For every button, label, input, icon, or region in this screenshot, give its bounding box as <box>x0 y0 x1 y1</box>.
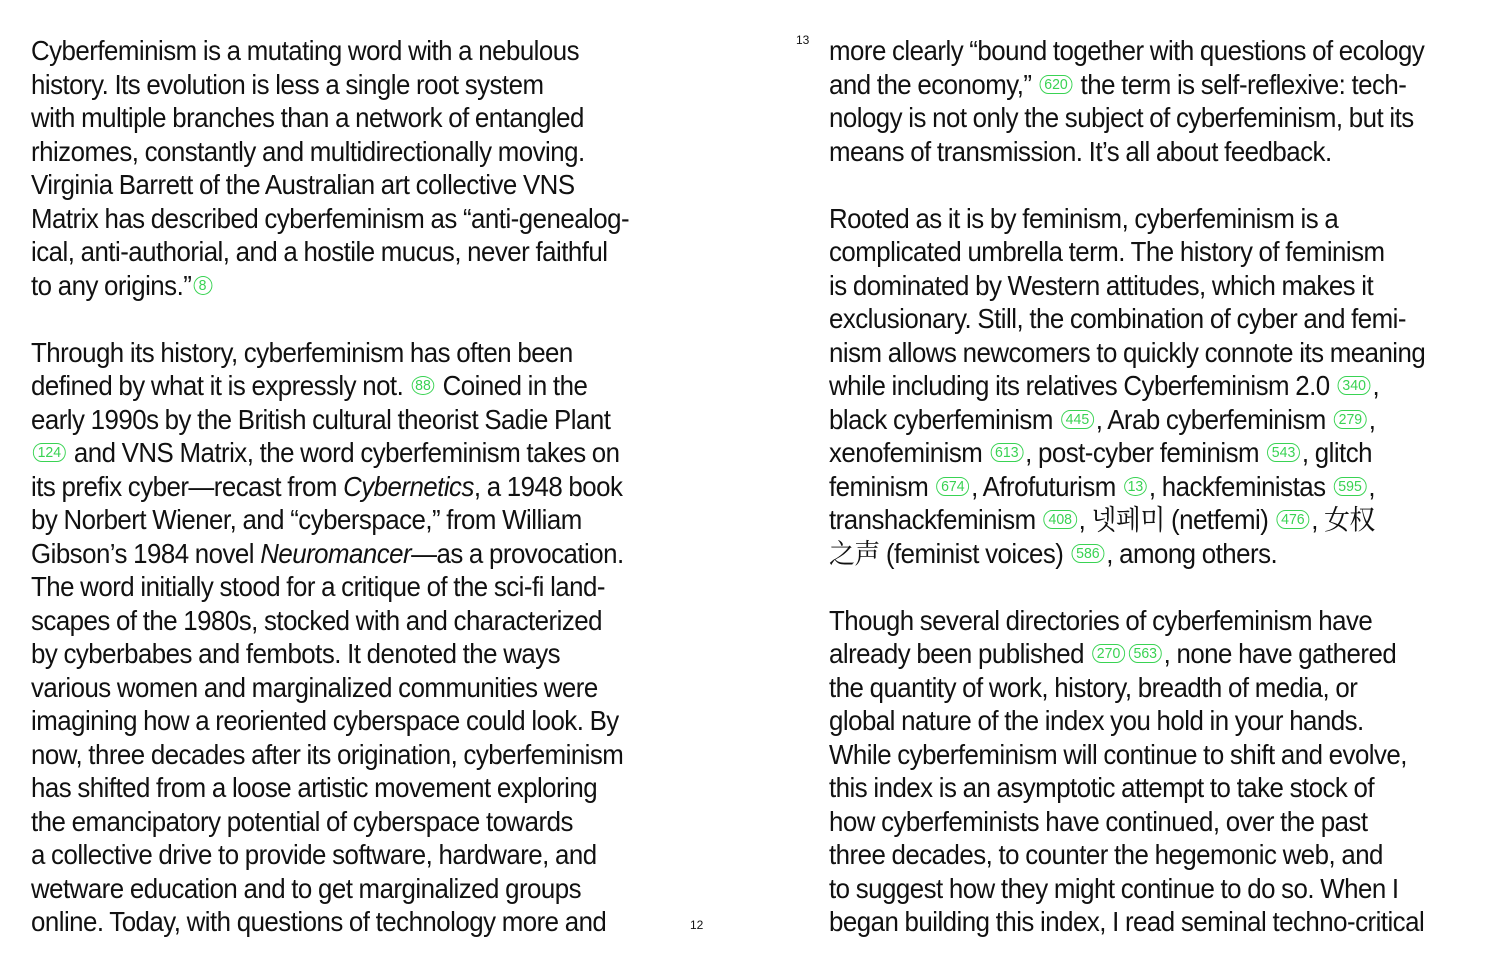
text-line <box>31 470 689 504</box>
text-run: with multiple branches than a network of entangled <box>31 102 584 133</box>
text-line <box>829 738 1487 772</box>
text-run: early 1990s by the British cultural theorist Sadie Plant <box>31 403 611 435</box>
text-line <box>829 34 1487 68</box>
text-run: , glitch <box>1301 437 1372 468</box>
text-line <box>31 235 689 269</box>
text-line <box>31 336 689 370</box>
text-run: , hackfeministas <box>1148 470 1332 502</box>
text-run: ical, anti-authorial, and a hostile mucus, never faithful <box>31 236 608 267</box>
index-reference-badge[interactable]: 408 <box>1044 510 1077 529</box>
text-line <box>31 135 689 169</box>
text-line <box>31 704 689 738</box>
text-line <box>31 403 689 437</box>
text-run: , Afrofuturism <box>971 470 1122 502</box>
text-line <box>829 503 1487 537</box>
index-reference-badge[interactable]: 620 <box>1040 75 1073 94</box>
text-line <box>829 235 1487 269</box>
text-line <box>829 269 1487 303</box>
text-run: While cyberfeminism will continue to shift and evolve, <box>829 738 1407 770</box>
text-line <box>31 738 689 772</box>
text-run: , none have gathered <box>1163 638 1397 669</box>
text-run: nology is not only the subject of cyberfeminism, but its <box>829 102 1414 133</box>
text-run: the emancipatory potential of cyberspace towards <box>31 805 573 837</box>
text-run: Virginia Barrett of the Australian art collective VNS <box>31 169 575 200</box>
text-run: black cyberfeminism <box>829 403 1060 435</box>
text-run: , a 1948 book <box>473 470 623 502</box>
text-line <box>31 101 689 135</box>
text-run: to suggest how they might continue to do so. When I <box>829 872 1399 904</box>
page-number-right: 13 <box>796 33 810 47</box>
text-run: three decades, to counter the hegemonic web, and <box>829 839 1383 870</box>
text-line <box>829 436 1487 470</box>
index-reference-badge[interactable]: 270 <box>1092 644 1125 663</box>
text-run: , <box>1368 470 1376 502</box>
text-run: complicated umbrella term. The history of feminism <box>829 236 1385 267</box>
text-line <box>31 168 689 202</box>
text-run: a collective drive to provide software, hardware, and <box>31 839 597 870</box>
text-run: the quantity of work, history, breadth of media, or <box>829 671 1358 703</box>
italic-title: Neuromancer <box>260 537 412 569</box>
text-line <box>31 805 689 839</box>
text-line <box>31 671 689 705</box>
text-line <box>829 470 1487 504</box>
text-run: global nature of the index you hold in your hands. <box>829 705 1364 736</box>
text-run: Though several directories of cyberfeminism have <box>829 604 1373 636</box>
text-run: while including its relatives Cyberfeminism 2.0 <box>829 370 1336 401</box>
text-run: , 女权 <box>1311 504 1375 535</box>
text-line <box>829 302 1487 336</box>
text-line <box>829 336 1487 370</box>
text-run: exclusionary. Still, the combination of cyber and femi- <box>829 303 1406 334</box>
text-run: 之声 (feminist voices) <box>829 537 1070 569</box>
text-line <box>829 905 1487 939</box>
text-run: means of transmission. It’s all about feedback. <box>829 135 1332 167</box>
text-line <box>31 369 689 403</box>
index-reference-badge[interactable]: 595 <box>1334 477 1367 496</box>
text-run: scapes of the 1980s, stocked with and characterized <box>31 604 602 636</box>
text-run: various women and marginalized communities were <box>31 671 598 703</box>
text-run: , among others. <box>1106 537 1278 569</box>
paragraph <box>829 34 1487 168</box>
text-run: defined by what it is expressly not. <box>31 370 410 401</box>
index-reference-badge[interactable]: 476 <box>1276 510 1309 529</box>
text-run: , <box>1368 403 1376 435</box>
page-number-left: 12 <box>690 918 704 932</box>
text-run: and the economy,” <box>829 68 1038 100</box>
text-run: history. Its evolution is less a single root system <box>31 68 544 100</box>
text-run: has shifted from a loose artistic movement exploring <box>31 772 598 803</box>
text-run: by cyberbabes and fembots. It denoted the ways <box>31 638 561 669</box>
text-line <box>31 436 689 470</box>
index-reference-badge[interactable]: 613 <box>990 443 1023 462</box>
text-line <box>31 503 689 537</box>
text-run: , Arab cyberfeminism <box>1095 403 1333 435</box>
index-reference-badge[interactable]: 586 <box>1071 544 1104 563</box>
text-run: Through its history, cyberfeminism has often been <box>31 336 573 368</box>
index-reference-badge[interactable]: 124 <box>33 443 66 462</box>
text-line <box>31 202 689 236</box>
text-line <box>829 202 1487 236</box>
text-run: , <box>1372 370 1380 401</box>
text-line <box>829 704 1487 738</box>
text-run: Coined in the <box>436 370 588 401</box>
text-run: this index is an asymptotic attempt to take stock of <box>829 772 1375 803</box>
text-run: how cyberfeminists have continued, over the past <box>829 805 1368 837</box>
paragraph <box>829 604 1487 939</box>
text-run: Matrix has described cyberfeminism as “anti-genealog- <box>31 202 630 234</box>
text-line <box>829 805 1487 839</box>
text-run: began building this index, I read seminal techno-critical <box>829 906 1425 937</box>
text-run: , 넷페미 (netfemi) <box>1078 504 1275 535</box>
index-reference-badge[interactable]: 543 <box>1267 443 1300 462</box>
index-reference-badge[interactable]: 340 <box>1338 376 1371 395</box>
text-line <box>829 637 1487 671</box>
text-line <box>31 34 689 68</box>
text-run: xenofeminism <box>829 437 989 468</box>
text-run: and VNS Matrix, the word cyberfeminism takes on <box>67 437 620 468</box>
text-line <box>31 269 689 303</box>
text-run: , post-cyber feminism <box>1025 437 1266 468</box>
text-line <box>829 671 1487 705</box>
paragraph <box>31 34 689 302</box>
text-line <box>829 68 1487 102</box>
text-run: Rooted as it is by feminism, cyberfeminism is a <box>829 202 1339 234</box>
index-reference-badge[interactable]: 8 <box>193 276 212 295</box>
index-reference-badge[interactable]: 563 <box>1129 644 1162 663</box>
text-run: imagining how a reoriented cyberspace could look. By <box>31 705 619 736</box>
text-run: the term is self-reflexive: tech- <box>1074 68 1407 100</box>
text-run: rhizomes, constantly and multidirectionally moving. <box>31 135 585 167</box>
text-line <box>829 403 1487 437</box>
text-run: —as a provocation. <box>411 537 624 569</box>
index-reference-badge[interactable]: 445 <box>1061 410 1094 429</box>
italic-title: Cybernetics <box>343 470 474 502</box>
text-line <box>31 537 689 571</box>
text-line <box>31 905 689 939</box>
text-line <box>31 68 689 102</box>
text-line <box>31 771 689 805</box>
text-line <box>31 604 689 638</box>
text-run: Gibson’s 1984 novel <box>31 537 261 569</box>
index-reference-badge[interactable]: 279 <box>1334 410 1367 429</box>
right-page-body <box>829 34 1487 972</box>
text-run: to any origins.” <box>31 269 192 301</box>
text-line <box>829 369 1487 403</box>
text-run: now, three decades after its origination, cyberfeminism <box>31 738 624 770</box>
text-run: transhackfeminism <box>829 504 1042 535</box>
text-run: more clearly “bound together with questions of ecology <box>829 35 1425 66</box>
text-line <box>829 537 1487 571</box>
text-line <box>31 872 689 906</box>
text-run: online. Today, with questions of technology more and <box>31 906 607 937</box>
text-line <box>829 604 1487 638</box>
left-page-body <box>31 34 689 972</box>
text-run: The word initially stood for a critique of the sci-fi land- <box>31 571 605 602</box>
text-run: nism allows newcomers to quickly connote its meaning <box>829 336 1426 368</box>
text-run: wetware education and to get marginalized groups <box>31 872 582 904</box>
paragraph <box>31 336 689 939</box>
text-run: its prefix cyber—recast from <box>31 470 344 502</box>
text-run: feminism <box>829 470 935 502</box>
text-line <box>829 838 1487 872</box>
right-page <box>750 0 1500 967</box>
left-page <box>0 0 750 967</box>
text-line <box>31 838 689 872</box>
paragraph <box>829 202 1487 571</box>
text-run: Cyberfeminism is a mutating word with a nebulous <box>31 35 580 66</box>
text-line <box>31 570 689 604</box>
index-reference-badge[interactable]: 88 <box>411 376 434 395</box>
text-run: is dominated by Western attitudes, which makes it <box>829 269 1374 301</box>
index-reference-badge[interactable]: 674 <box>936 477 969 496</box>
text-line <box>31 637 689 671</box>
index-reference-badge[interactable]: 13 <box>1124 477 1147 496</box>
text-line <box>829 101 1487 135</box>
text-line <box>829 771 1487 805</box>
text-line <box>829 135 1487 169</box>
text-run: by Norbert Wiener, and “cyberspace,” from William <box>31 504 582 535</box>
text-line <box>829 872 1487 906</box>
text-run: already been published <box>829 638 1091 669</box>
